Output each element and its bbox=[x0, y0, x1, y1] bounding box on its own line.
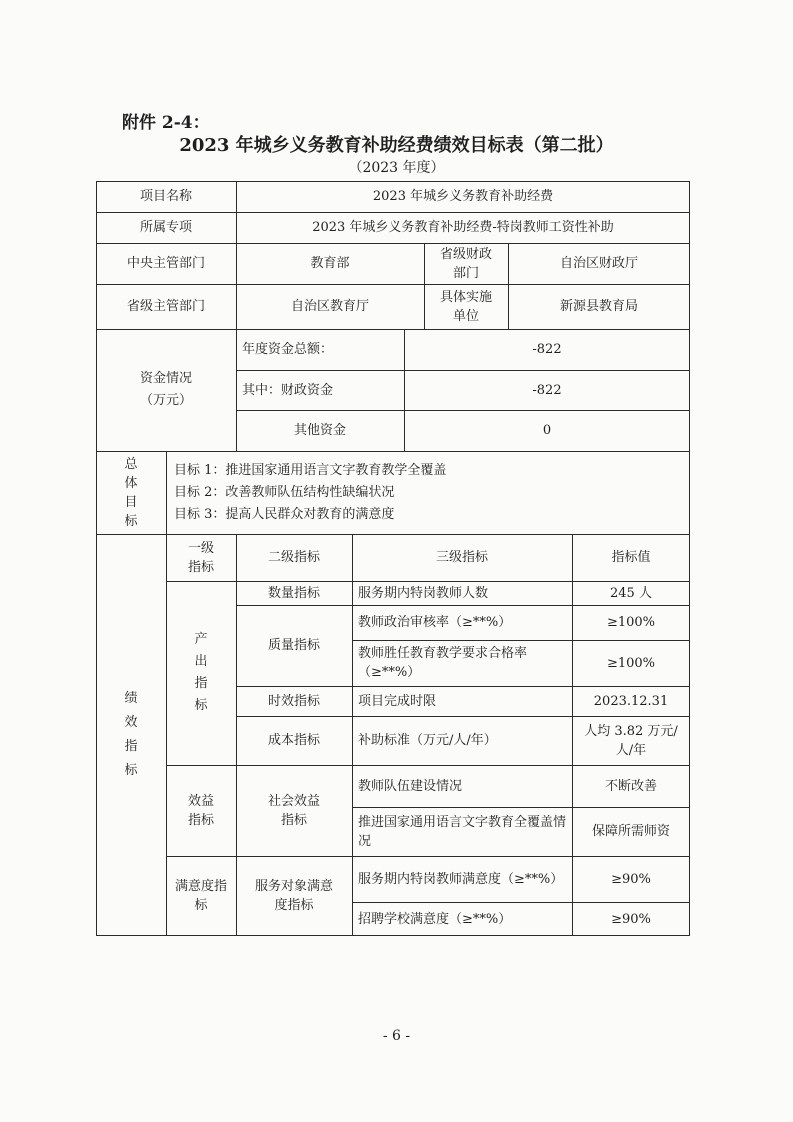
impl-unit-label: 具体实施单位 bbox=[439, 289, 492, 324]
goals-label: 总 体 目 标 bbox=[124, 456, 138, 529]
cost-name: 补助标准（万元/人/年） bbox=[358, 733, 497, 748]
sat2-value: ≥90% bbox=[611, 911, 651, 927]
quantity-label: 数量指标 bbox=[267, 585, 320, 601]
funds-fiscal-value: -822 bbox=[532, 382, 562, 398]
quality2-name: 教师胜任教育教学要求合格率（≥**%） bbox=[358, 646, 528, 680]
funds-label-cell bbox=[96, 329, 236, 451]
quality1-value: ≥100% bbox=[606, 615, 656, 630]
social1-name: 教师队伍建设情况 bbox=[358, 778, 463, 794]
goal-item: 目标 3：提高人民群众对教育的满意度 bbox=[174, 506, 395, 522]
satisfaction-indicator-label: 满意度指标 bbox=[174, 879, 227, 913]
category-label: 所属专项 bbox=[139, 220, 192, 235]
project-name-value: 2023 年城乡义务教育补助经费 bbox=[372, 189, 554, 204]
funds-label: 资金情况 bbox=[139, 371, 192, 386]
funds-unit: （万元） bbox=[139, 393, 192, 408]
cost-label: 成本指标 bbox=[267, 733, 320, 748]
document-subtitle: （2023 年度） bbox=[348, 160, 445, 176]
goal-item: 目标 1：推进国家通用语言文字教育教学全覆盖 bbox=[174, 462, 447, 478]
time-label: 时效指标 bbox=[267, 693, 320, 709]
sat1-value: ≥90% bbox=[611, 871, 651, 887]
document-title: 2023 年城乡义务教育补助经费绩效目标表（第二批） bbox=[179, 135, 614, 156]
performance-label: 绩 效 指 标 bbox=[124, 691, 138, 778]
project-name-label: 项目名称 bbox=[139, 189, 192, 204]
social1-value: 不断改善 bbox=[604, 778, 657, 794]
quantity-value: 245 人 bbox=[610, 585, 652, 601]
quality1-name: 教师政治审核率（≥**%） bbox=[358, 615, 512, 630]
header-level1: 一级指标 bbox=[187, 540, 214, 575]
page-number: - 6 - bbox=[382, 1028, 411, 1044]
benefit-indicator-label: 效益指标 bbox=[187, 793, 214, 828]
central-dept-value: 教育部 bbox=[310, 256, 350, 271]
quantity-name: 服务期内特岗教师人数 bbox=[358, 585, 489, 601]
prov-dept-label: 省级主管部门 bbox=[126, 299, 205, 314]
social2-value: 保障所需师资 bbox=[591, 824, 670, 839]
goal-item: 目标 2：改善教师队伍结构性缺编状况 bbox=[174, 484, 395, 500]
funds-other-value: 0 bbox=[542, 423, 552, 438]
output-indicator-label: 产 出 指 标 bbox=[194, 632, 208, 713]
sat2-name: 招聘学校满意度（≥**%） bbox=[358, 911, 512, 927]
prov-finance-label: 省级财政部门 bbox=[439, 246, 492, 281]
central-dept-label: 中央主管部门 bbox=[126, 256, 205, 271]
header-level3: 三级指标 bbox=[435, 550, 488, 565]
category-value: 2023 年城乡义务教育补助经费-特岗教师工资性补助 bbox=[312, 220, 614, 235]
prov-finance-value: 自治区财政厅 bbox=[559, 256, 638, 271]
social2-name: 推进国家通用语言文字教育全覆盖情况 bbox=[358, 814, 567, 849]
time-value: 2023.12.31 bbox=[593, 693, 669, 709]
funds-total-value: -822 bbox=[532, 342, 562, 357]
quality2-value: ≥100% bbox=[606, 655, 656, 671]
goals-list bbox=[166, 451, 690, 534]
header-level2: 二级指标 bbox=[267, 550, 320, 565]
header-value: 指标值 bbox=[611, 550, 651, 565]
funds-total-label: 年度资金总额： bbox=[242, 342, 334, 357]
attachment-label: 附件 2-4： bbox=[122, 113, 210, 133]
sat1-name: 服务期内特岗教师满意度（≥**%） bbox=[358, 871, 564, 887]
funds-fiscal-label: 其中：财政资金 bbox=[242, 382, 334, 398]
cost-value: 人均 3.82 万元/人/年 bbox=[584, 723, 678, 758]
funds-other-label: 其他资金 bbox=[293, 423, 346, 438]
social-benefit-label: 社会效益指标 bbox=[267, 793, 320, 828]
time-name: 项目完成时限 bbox=[358, 693, 437, 709]
prov-dept-value: 自治区教育厅 bbox=[290, 299, 369, 314]
impl-unit-value: 新源县教育局 bbox=[559, 299, 638, 314]
quality-label: 质量指标 bbox=[267, 638, 320, 653]
service-satisfaction-label: 服务对象满意度指标 bbox=[254, 879, 333, 913]
